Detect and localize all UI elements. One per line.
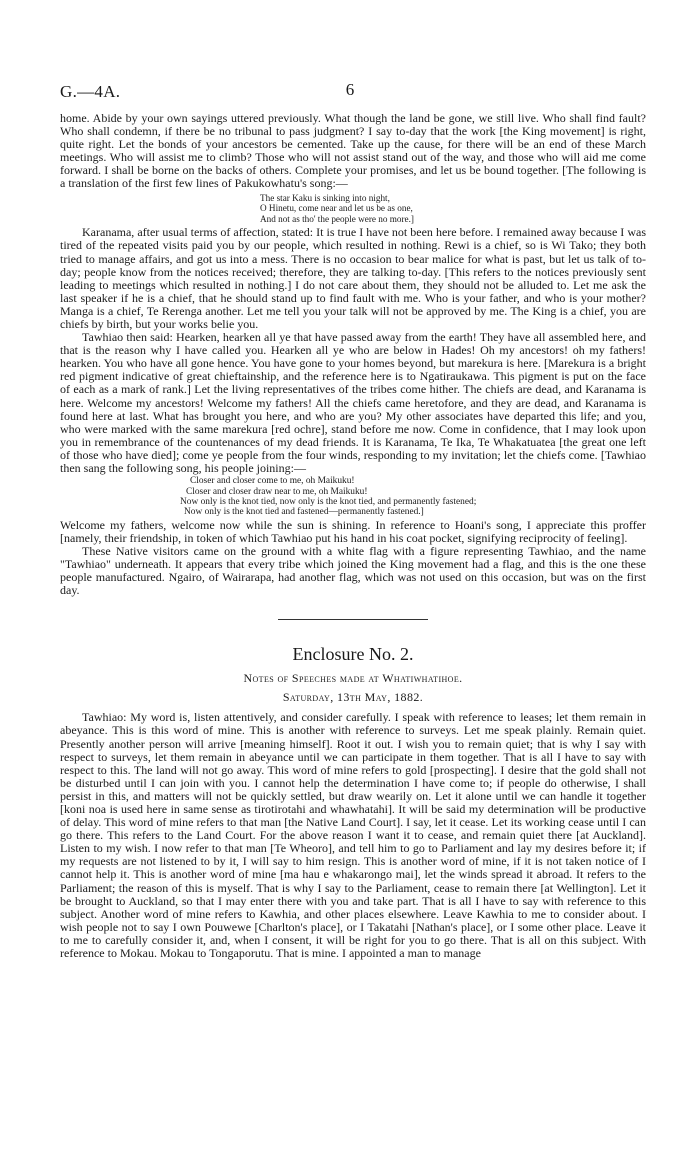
song-line: The star Kaku is sinking into night, bbox=[260, 192, 390, 203]
song-line: Now only is the knot tied and fastened—permanently fastened.] bbox=[184, 507, 424, 518]
song-line: Now only is the knot tied, now only is the knot tied, and permanently fastened; bbox=[180, 496, 477, 507]
enclosure-date: Saturday, 13th May, 1882. bbox=[282, 690, 424, 705]
song-pakukowhatu bbox=[260, 193, 646, 225]
song-line: Closer and closer come to me, oh Maikuku! bbox=[190, 476, 355, 487]
song-tawhiao bbox=[60, 476, 646, 518]
document-body bbox=[60, 112, 646, 960]
enclosure-subtitle: Notes of Speeches made at Whatiwhatihoe. bbox=[243, 671, 463, 686]
page-number: 6 bbox=[345, 80, 355, 99]
song-line: O Hinetu, come near and let us be as one, bbox=[260, 203, 413, 214]
paragraph-tawhiao: Tawhiao then said: Hearken, hearken all ye that have passed away from the earth! They have all assembled here, and that is the reason why I have called you. Hearken all ye who are below in Hades! Oh my ancestors! oh my fathers! hearken. You who have all gone hence. You have gone to your homes beyond, but marekura is here. [Marekura is a bright red pigment indicative of great chieftainship, and the reference here is to Ngatiraukawa. This pigment is put on the face of each as a mark of rank.] Let the living representatives of the tribes come hither. The chiefs are dead, and Karanama is here. Welcome my ancestors! Welcome my fathers! All the chiefs came heretofore, and they are dead, and Karanama is found here at last. What has brought you here, and who are you? My other associates have departed this life; and you, who were marked with the same marekura [red ochre], stand before me now. Come in confidence, that I may look upon you in remembrance of the countenances of my dead friends. It is Karanama, Te Ika, Te Whakatuatea [the great one left of those who have died]; come ye people from the four winds, responding to my invitation; let the chiefs come. [Tawhiao then sang the following song, his people joining:— bbox=[60, 330, 646, 476]
paragraph-karanama: Karanama, after usual terms of affection, stated: It is true I have not been here before. I remained away because I was tired of the repeated visits paid you by our people, which resulted in nothing. Rewi is a chief, so is Wi Tako; they both tried to manage affairs, and got us into a mess. There is no occasion to bear malice for what is past, but let us talk of to-day; people know from the notices received; therefore, they are talking to-day. [This refers to the notices previously sent leading to meetings which resulted in nothing.] I do not care about them, they should not be alluded to. Let me ask the last speaker if he is a chief, that he should stand up to find fault with me. Who is your father, and who is your mother? Manga is a chief, Te Rerenga another. Let me tell you your talk will not be approved by me. The King is a chief, you are chiefs by birth, but your works belie you. bbox=[60, 225, 646, 331]
paragraph-tawhiao-speech: Tawhiao: My word is, listen attentively, and consider carefully. I speak with reference to leases; let them remain in abeyance. This is this word of mine. This is another with reference to surveys. Let me speak plainly. Remain quiet. Presently another person will arrive [meaning himself]. Root it out. I wish you to remain quiet; that is why I say with respect to surveys, let them remain in abeyance until we can participate in them together. That is all I have to say with respect to this. The land will not go away. This word of mine refers to gold [prospecting]. I desire that the gold shall not be disturbed until I can join with you. I cannot help the determination I have come to; if people do otherwise, I shall persist in this, and matters will not be quickly settled, but draw wearily on. Let it alone until we can handle it together [koni noa is used here in same sense as tirotirotahi and whawhatahi]. It will be said my determination will be productive of delay. This word of mine refers to that man [the Native Land Court]. I say, let it cease. Let its working cease until I can go there. This refers to the Land Court. For the above reason I want it to cease, and remain quiet there [at Auckland]. Listen to my wish. I now refer to that man [Te Wheoro], and tell him to go to Parliament and lay my desires before it; if my requests are not listened to by it, I will say to him resign. This is another word of mine, if it is not taken notice of I cannot help it. This is another word of mine [ma hau e whakarongo mai], let the winds spread it abroad. It refers to the Parliament; the reason of this is myself. That is why I say to the Parliament, cease to remain there [at Wellington]. Let it be brought to Auckland, so that I may enter there with you and take part. That is all I have to say with reference to this subject. Another word of mine refers to Kawhia, and other places elsewhere. Leave Kawhia to me to consider about. I wish people not to say I own Pouwewe [Charlton's place], or I Takatahi [Nathan's place], or I some other place. Leave it to me to carefully consider it, and, when I consent, it will be right for you to go there. That is all on this subject. With reference to Mokau. Mokau to Tongaporutu. That is mine. I appointed a man to manage bbox=[60, 710, 646, 960]
song-line: Closer and closer draw near to me, oh Maikuku! bbox=[186, 486, 368, 497]
song-line: And not as tho' the people were no more.] bbox=[260, 213, 414, 224]
enclosure-title: Enclosure No. 2. bbox=[292, 644, 414, 665]
paragraph-welcome: Welcome my fathers, welcome now while the sun is shining. In reference to Hoani's song, I appreciate this proffer [namely, their friendship, in token of which Tawhiao put his hand in his coat pocket, signifying reciprocity of feeling]. bbox=[60, 517, 646, 545]
section-divider bbox=[278, 619, 428, 620]
document-reference: G.—4A. bbox=[60, 82, 121, 101]
paragraph-flag: These Native visitors came on the ground with a white flag with a figure representing Tawhiao, and the name "Tawhiao" underneath. It appears that every tribe which joined the King movement had a flag, and this is the one these people manufactured. Ngairo, of Wairarapa, had another flag, which was not used on this occasion, but was on the first day. bbox=[60, 543, 646, 598]
paragraph-1: home. Abide by your own sayings uttered previously. What though the land be gone, we still live. Who shall find fault? Who shall condemn, if there be no tribunal to pass judgment? I say to-day that the work [the King movement] is right, quite right. Let the bonds of your ancestors be cemented. Take up the cause, for there will be an end of these March meetings. Who will assist me to climb? Those who will not assist stand out of the way, and those who will aid me come forward. I shall be borne on the backs of others. Complete your promises, and let us be bound together. [The following is a translation of the first few lines of Pakukowhatu's song:— bbox=[60, 111, 646, 191]
